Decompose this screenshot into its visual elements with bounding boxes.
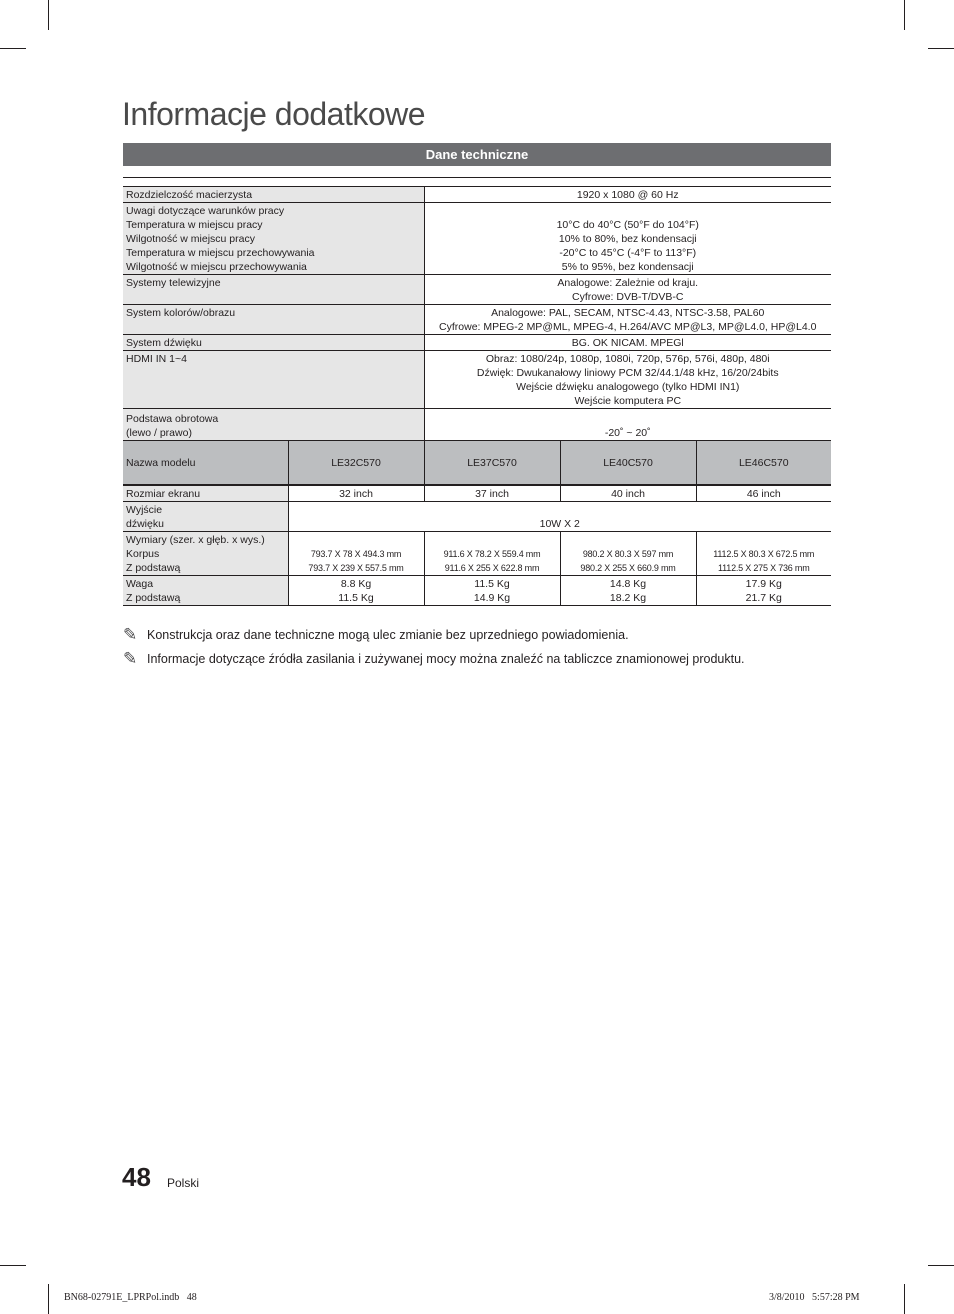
row-value: 17.9 Kg 21.7 Kg	[696, 576, 831, 606]
model-cell: LE40C570	[560, 441, 696, 485]
crop-mark	[48, 1284, 49, 1314]
crop-mark	[904, 0, 905, 30]
table-row	[123, 187, 831, 203]
crop-mark	[0, 1265, 26, 1266]
pencil-icon: ✎	[123, 649, 138, 668]
table-row	[123, 351, 831, 409]
model-cell: LE46C570	[696, 441, 831, 485]
row-value: Analogowe: Zależnie od kraju. Cyfrowe: DVB-T/DVB-C	[424, 275, 831, 305]
model-cell: LE37C570	[424, 441, 560, 485]
row-label: Rozdzielczość macierzysta	[123, 187, 424, 203]
footer-file: BN68-02791E_LPRPol.indb 48	[64, 1292, 197, 1303]
table-row	[123, 486, 831, 502]
table-row	[123, 532, 831, 576]
pencil-icon: ✎	[123, 625, 138, 644]
note-text: Konstrukcja oraz dane techniczne mogą ulec zmianie bez uprzedniego powiadomienia.	[147, 628, 629, 642]
table-top-rule	[123, 178, 831, 187]
table-row-models	[123, 441, 831, 485]
row-value: BG. OK NICAM. MPEGl	[424, 335, 831, 351]
row-value: 1112.5 X 80.3 X 672.5 mm 1112.5 X 275 X 736 mm	[696, 532, 831, 576]
row-value: 46 inch	[696, 486, 831, 502]
footer-timestamp: 3/8/2010 5:57:28 PM	[769, 1292, 860, 1303]
table-row	[123, 275, 831, 305]
table-row	[123, 305, 831, 335]
crop-mark	[48, 0, 49, 30]
note-item	[123, 623, 843, 647]
crop-mark	[904, 1284, 905, 1314]
table-row	[123, 576, 831, 606]
table-row	[123, 335, 831, 351]
section-header: Dane techniczne	[123, 143, 831, 166]
crop-mark	[0, 48, 26, 49]
crop-mark	[928, 48, 954, 49]
row-value: 37 inch	[424, 486, 560, 502]
row-value: Analogowe: PAL, SECAM, NTSC-4.43, NTSC-3.58, PAL60 Cyfrowe: MPEG-2 MP@ML, MPEG-4, H.264/AVC MP@L3, MP@L4.0, HP@L4.0	[424, 305, 831, 335]
model-cell: LE32C570	[288, 441, 424, 485]
row-label: Podstawa obrotowa (lewo / prawo)	[123, 409, 424, 441]
row-label: System dźwięku	[123, 335, 424, 351]
row-label: Rozmiar ekranu	[123, 486, 288, 502]
row-value: 10W X 2	[288, 502, 831, 532]
row-value: 32 inch	[288, 486, 424, 502]
row-value: 793.7 X 78 X 494.3 mm 793.7 X 239 X 557.5 mm	[288, 532, 424, 576]
table-row	[123, 409, 831, 441]
note-text: Informacje dotyczące źródła zasilania i zużywanej mocy można znaleźć na tabliczce znamionowej produktu.	[147, 652, 745, 666]
note-item	[123, 647, 843, 671]
row-label: HDMI IN 1~4	[123, 351, 424, 409]
row-value: 8.8 Kg 11.5 Kg	[288, 576, 424, 606]
page-language: Polski	[167, 1176, 200, 1190]
row-label: Waga Z podstawą	[123, 576, 288, 606]
page-number: 48	[122, 1162, 151, 1192]
crop-mark	[928, 1265, 954, 1266]
row-value: 11.5 Kg 14.9 Kg	[424, 576, 560, 606]
row-label: System kolorów/obrazu	[123, 305, 424, 335]
row-value: 40 inch	[560, 486, 696, 502]
row-value: 10°C do 40°C (50°F do 104°F) 10% to 80%, bez kondensacji -20°C to 45°C (-4°F to 113°F) 5% to 95%, bez kondensacji	[424, 203, 831, 275]
page-title: Informacje dodatkowe	[122, 96, 426, 132]
row-value: 980.2 X 80.3 X 597 mm 980.2 X 255 X 660.9 mm	[560, 532, 696, 576]
table-row	[123, 502, 831, 532]
row-label: Wymiary (szer. x głęb. x wys.) Korpus Z podstawą	[123, 532, 288, 576]
row-value: Obraz: 1080/24p, 1080p, 1080i, 720p, 576p, 576i, 480p, 480i Dźwięk: Dwukanałowy liniowy PCM 32/44.1/48 kHz, 16/20/24bits Wejście dźwięku analogowego (tylko HDMI IN1) Wejście komputera PC	[424, 351, 831, 409]
row-label: Nazwa modelu	[123, 441, 288, 485]
row-value: 911.6 X 78.2 X 559.4 mm 911.6 X 255 X 622.8 mm	[424, 532, 560, 576]
row-value: -20˚ ~ 20˚	[424, 409, 831, 441]
notes	[123, 623, 843, 671]
spec-table	[123, 177, 831, 606]
row-value: 14.8 Kg 18.2 Kg	[560, 576, 696, 606]
row-label: Wyjście dźwięku	[123, 502, 288, 532]
row-label: Uwagi dotyczące warunków pracy Temperatura w miejscu pracy Wilgotność w miejscu pracy Temperatura w miejscu przechowywania Wilgotność w miejscu przechowywania	[123, 203, 424, 275]
row-value: 1920 x 1080 @ 60 Hz	[424, 187, 831, 203]
row-label: Systemy telewizyjne	[123, 275, 424, 305]
table-row	[123, 203, 831, 275]
